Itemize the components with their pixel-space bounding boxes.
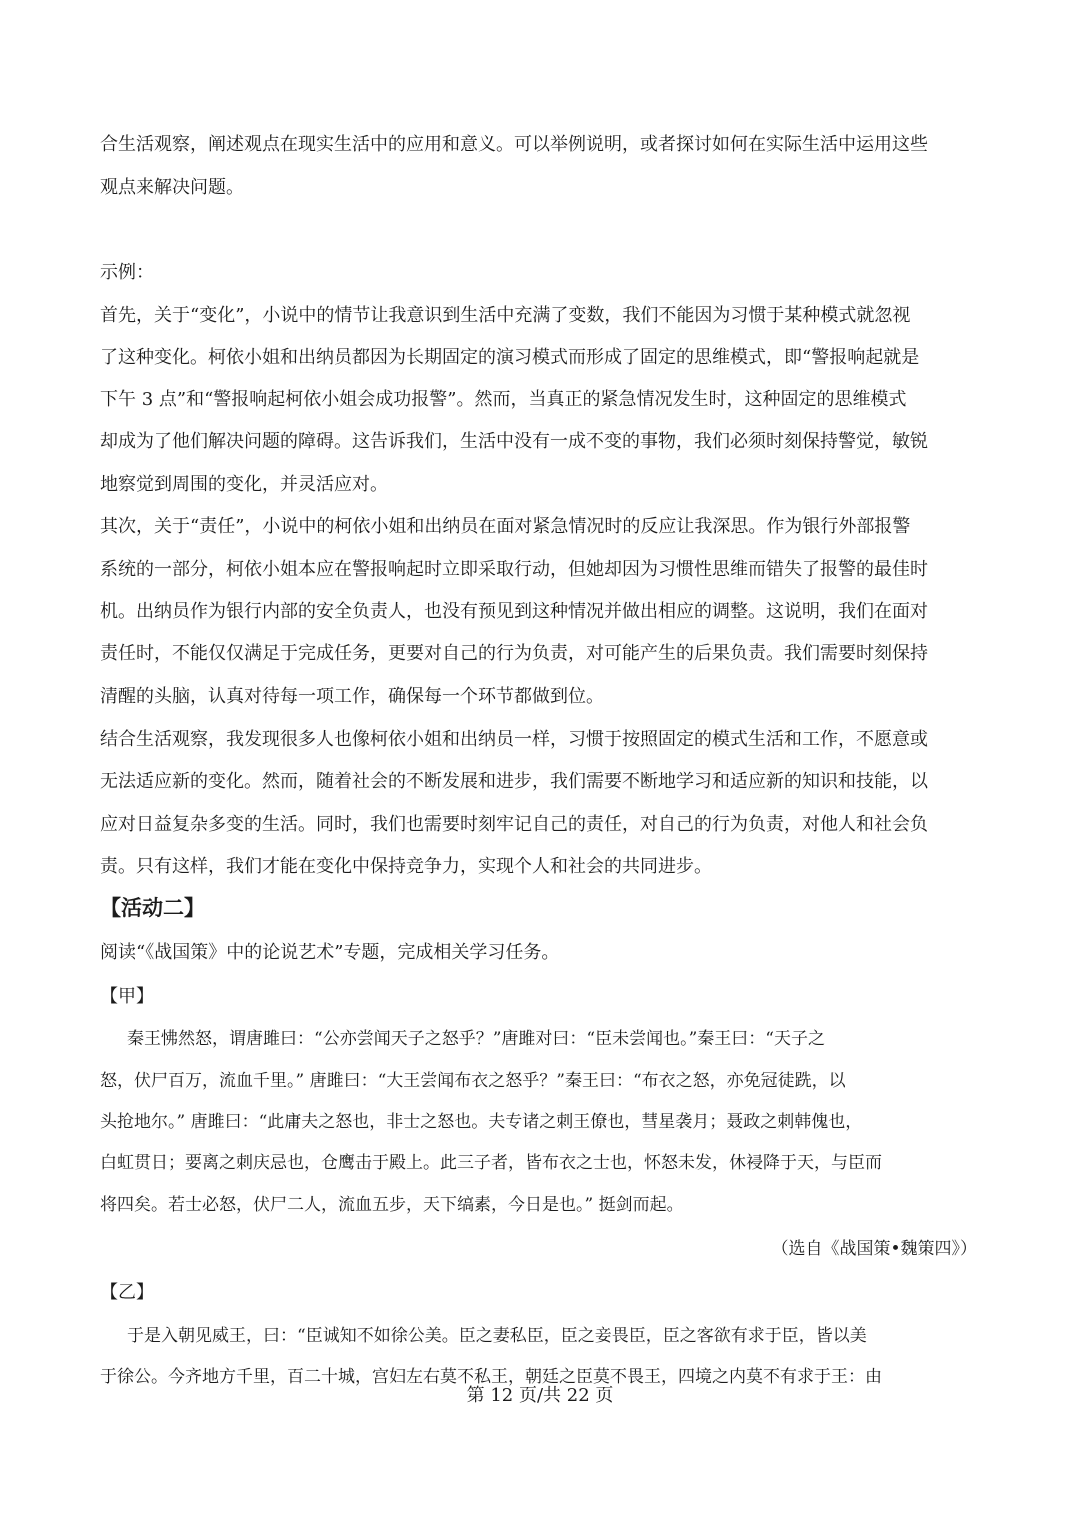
example-label: 示例： bbox=[100, 262, 154, 283]
passage-yi-line: 于徐公。今齐地方千里，百二十城，宫妇左右莫不私王，朝廷之臣莫不畏王，四境之内莫不有求于王：由 bbox=[100, 1367, 882, 1387]
example-para2-line: 清醒的头脑，认真对待每一项工作，确保每一个环节都做到位。 bbox=[100, 686, 604, 707]
example-para1-line: 下午 3 点”和“警报响起柯依小姐会成功报警”。然而，当真正的紧急情况发生时，这种固定的思维模式 bbox=[100, 389, 907, 410]
example-para3-line: 结合生活观察，我发现很多人也像柯依小姐和出纳员一样，习惯于按照固定的模式生活和工作，不愿意或 bbox=[100, 729, 928, 750]
activity-2-heading: 【活动二】 bbox=[100, 895, 205, 920]
passage-jia-source: （选自《战国策•魏策四》） bbox=[771, 1239, 977, 1259]
example-para2-line: 其次，关于“责任”，小说中的柯依小姐和出纳员在面对紧急情况时的反应让我深思。作为银行外部报警 bbox=[100, 516, 911, 537]
page-number-footer: 第 12 页/共 22 页 bbox=[466, 1385, 614, 1406]
example-para2-line: 责任时，不能仅仅满足于完成任务，更要对自己的行为负责，对可能产生的后果负责。我们需要时刻保持 bbox=[100, 643, 928, 664]
example-para3-line: 无法适应新的变化。然而，随着社会的不断发展和进步，我们需要不断地学习和适应新的知识和技能，以 bbox=[100, 771, 928, 792]
passage-jia-line: 头抢地尔。” 唐雎曰：“此庸夫之怒也，非士之怒也。夫专诸之刺王僚也，彗星袭月；聂政之刺韩傀也， bbox=[100, 1112, 863, 1132]
passage-jia-line: 怒，伏尸百万，流血千里。” 唐雎曰：“大王尝闻布衣之怒乎？”秦王曰：“布衣之怒，亦免冠徒跣，以 bbox=[100, 1071, 846, 1091]
passage-jia-label: 【甲】 bbox=[100, 986, 154, 1007]
example-para3-line: 应对日益复杂多变的生活。同时，我们也需要时刻牢记自己的责任，对自己的行为负责，对他人和社会负 bbox=[100, 814, 928, 835]
example-para1-line: 却成为了他们解决问题的障碍。这告诉我们，生活中没有一成不变的事物，我们必须时刻保持警觉，敏锐 bbox=[100, 431, 928, 452]
passage-yi-label: 【乙】 bbox=[100, 1282, 154, 1303]
intro-line-2: 观点来解决问题。 bbox=[100, 177, 244, 198]
example-para1-line: 首先，关于“变化”，小说中的情节让我意识到生活中充满了变数，我们不能因为习惯于某种模式就忽视 bbox=[100, 305, 911, 326]
example-para1-line: 了这种变化。柯依小姐和出纳员都因为长期固定的演习模式而形成了固定的思维模式，即“警报响起就是 bbox=[100, 347, 920, 368]
passage-jia-line: 秦王怫然怒，谓唐雎曰：“公亦尝闻天子之怒乎？”唐雎对曰：“臣未尝闻也。”秦王曰：“天子之 bbox=[127, 1029, 825, 1049]
intro-line-1: 合生活观察，阐述观点在现实生活中的应用和意义。可以举例说明，或者探讨如何在实际生活中运用这些 bbox=[100, 134, 928, 155]
passage-yi-line: 于是入朝见威王，曰：“臣诚知不如徐公美。臣之妻私臣，臣之妾畏臣，臣之客欲有求于臣，皆以美 bbox=[127, 1326, 867, 1346]
example-para2-line: 系统的一部分，柯依小姐本应在警报响起时立即采取行动，但她却因为习惯性思维而错失了报警的最佳时 bbox=[100, 559, 928, 580]
passage-jia-line: 将四矣。若士必怒，伏尸二人，流血五步，天下缟素，今日是也。” 挺剑而起。 bbox=[100, 1195, 684, 1215]
example-para2-line: 机。出纳员作为银行内部的安全负责人，也没有预见到这种情况并做出相应的调整。这说明，我们在面对 bbox=[100, 601, 928, 622]
example-para3-line: 责。只有这样，我们才能在变化中保持竞争力，实现个人和社会的共同进步。 bbox=[100, 856, 712, 877]
passage-jia-line: 白虹贯日；要离之刺庆忌也，仓鹰击于殿上。此三子者，皆布衣之士也，怀怒未发，休祲降于天，与臣而 bbox=[100, 1153, 882, 1173]
activity-2-instruction: 阅读“《战国策》中的论说艺术”专题，完成相关学习任务。 bbox=[100, 942, 560, 963]
example-para1-line: 地察觉到周围的变化，并灵活应对。 bbox=[100, 474, 388, 495]
